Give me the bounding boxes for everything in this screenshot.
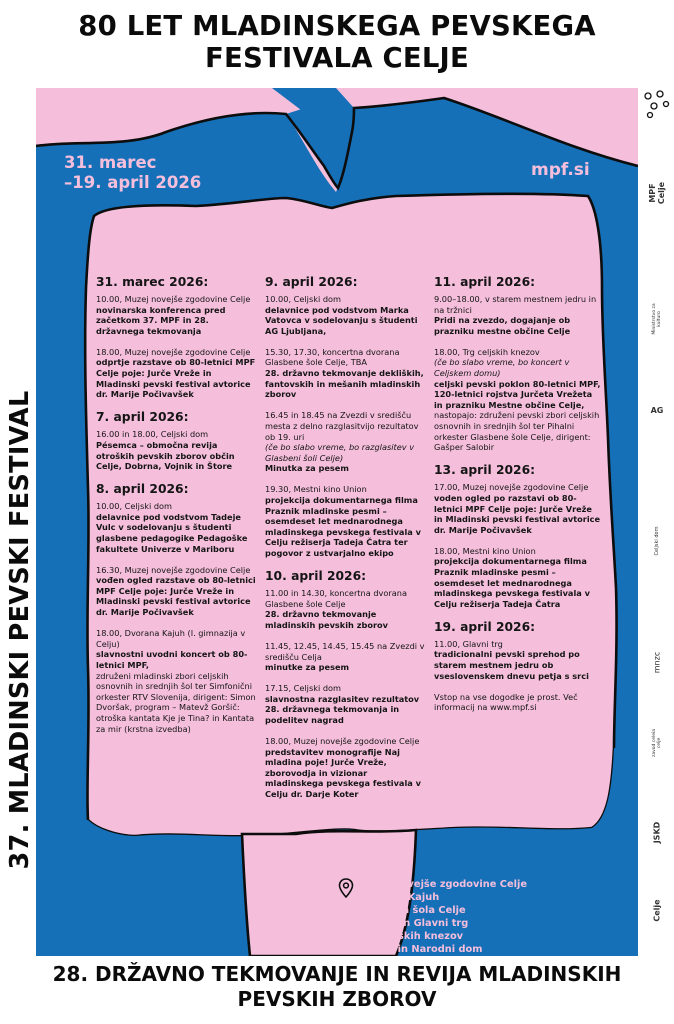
event-item [265, 683, 425, 725]
day-block [96, 482, 258, 734]
day-block [265, 569, 425, 800]
event-meta: 15.30, 17.30, koncertna dvorana Glasbene šole Celje, TBA [265, 346, 400, 368]
festival-emblem-logo [640, 88, 674, 122]
day-heading: 7. april 2026: [96, 410, 189, 425]
event-item [265, 294, 425, 336]
page-title-line2: FESTIVALA CELJE [205, 42, 469, 74]
zavod-celeia-logo: zavod celeia celje [652, 728, 662, 758]
day-heading: 13. april 2026: [434, 463, 536, 478]
event-item [434, 294, 602, 336]
event-item [265, 347, 425, 400]
event-meta: 17.00, Muzej novejše zgodovine Celje [434, 482, 589, 493]
day-block [434, 275, 602, 453]
event-item [434, 546, 602, 610]
event-item [96, 429, 258, 471]
program-column-2 [265, 275, 425, 810]
event-title: minutke za pesem [265, 662, 350, 673]
venue-item: Krekov in Glavni trg [358, 918, 469, 929]
venue-item: Celjski in Narodni dom [358, 944, 483, 955]
event-meta: 16.00 in 18.00, Celjski dom [96, 429, 209, 440]
page-title [0, 10, 674, 74]
event-title: vođen ogled razstave ob 80-letnici MPF Celje poje: Jurče Vreže in Mladinski pevski festival avtorice dr. Marije Počivavšek [96, 575, 256, 618]
day-block [265, 275, 425, 559]
event-item [265, 410, 425, 474]
event-meta: 18.00, Trg celjskih knezov [434, 346, 540, 357]
ag-logo: AG [650, 406, 664, 415]
day-heading: 8. april 2026: [96, 482, 189, 497]
mnzc-logo: mnzc [652, 651, 662, 674]
day-heading: 9. april 2026: [265, 275, 358, 289]
info-note: Vstop na vse dogodke je prost. Več informacij na www.mpf.si [434, 691, 578, 713]
day-block [434, 620, 602, 713]
celje-city-logo: Celje [652, 899, 662, 922]
event-meta: 10.00, Celjski dom [265, 294, 342, 304]
program-column-1 [96, 275, 258, 745]
day-heading: 19. april 2026: [434, 619, 536, 634]
map-pin-icon [338, 878, 354, 898]
event-meta: 17.15, Celjski dom [265, 683, 342, 694]
sponsor-logo-strip [640, 88, 674, 956]
event-item [265, 588, 425, 630]
event-meta: 18.00, Muzej novejše zgodovine Celje [265, 736, 420, 747]
event-meta: 10.00, Muzej novejše zgodovine Celje [96, 294, 251, 304]
mpf-celje-logo: MPF Celje [648, 181, 666, 205]
event-item [434, 639, 602, 681]
event-weather-note: (če bo slabo vreme, bo koncert v Celjskem domu) [434, 357, 570, 379]
event-meta: 16.30, Muzej novejše zgodovine Celje [96, 564, 251, 575]
event-title: projekcija dokumentarnega filma Praznik mladinske pesmi – osemdeset let mednarodnega mladinskega pevskega festivala v Celju režiserja Tadeja Čatra [434, 556, 590, 609]
event-meta: 11.00 in 14.30, koncertna dvorana Glasbene šole Celje [265, 588, 407, 609]
footer-title [0, 962, 674, 1012]
event-title: 28. državno tekmovanje mladinskih pevskih zborov [265, 609, 388, 630]
event-meta: 10.00, Celjski dom [96, 501, 173, 512]
day-heading: 31. marec 2026: [96, 275, 209, 289]
event-title: slavnostni uvodni koncert ob 80-letnici MPF, [96, 649, 248, 670]
event-meta: 9.00–18.00, v starem mestnem jedru in na tržnici [434, 294, 597, 315]
event-item [265, 641, 425, 673]
event-meta: 18.00, Muzej novejše zgodovine Celje [96, 346, 251, 357]
event-item [96, 501, 258, 554]
day-heading: 10. april 2026: [265, 569, 367, 584]
footer-title-line2: PEVSKIH ZBOROV [237, 987, 437, 1011]
event-title: delavnice pod vodstvom Tadeje Vulc v sodelovanju s študenti glasbene pedagogike Pedagoške fakultete Univerze v Mariboru [96, 511, 248, 554]
event-item [265, 484, 425, 558]
celjski-dom-logo: Celjski dom [654, 526, 660, 556]
date-range-line2: –19. april 2026 [64, 173, 202, 192]
event-title: voden ogled po razstavi ob 80-letnici MPF Celje poje: Jurče Vreže in Mladinski pevski festival avtorice dr. Marije Počivavšek [434, 492, 601, 535]
event-meta: 18.00, Dvorana Kajuh (I. gimnazija v Celju) [96, 628, 246, 649]
footer-title-line1: 28. DRŽAVNO TEKMOVANJE IN REVIJA MLADINSKIH [52, 962, 622, 986]
venue-item: Muzej novejše zgodovine Celje [358, 879, 527, 890]
event-title: celjski pevski poklon 80-letnici MPF, 120-letnici rojstva Jurčeta Vrežeta in prazniku Mestne občine Celje, [434, 378, 601, 410]
event-title: projekcija dokumentarnega filma Praznik mladinske pesmi – osemdeset let mednarodnega mladinskega pevskega festivala v Celju režiserja Tadeja Čatra ter pogovor z ustvarjalno ekipo [265, 495, 421, 558]
event-title: slavnostna razglasitev rezultatov 28. državnega tekmovanja in podelitev nagrad [265, 693, 420, 725]
event-title: tradicionalni pevski sprehod po starem mestnem jedru ob vseslovenskem dnevu petja s srci [434, 649, 589, 681]
event-title: novinarska konferenca pred začetkom 37. MPF in 28. državnega tekmovanja [96, 304, 226, 336]
event-meta: 11.00, Glavni trg [434, 638, 503, 649]
ministry-logo: Ministrstvo za kulturo [652, 303, 662, 335]
event-item [96, 565, 258, 618]
event-item [434, 692, 602, 713]
date-range [64, 153, 201, 193]
side-festival-title: 37. MLADINSKI PEVSKI FESTIVAL [5, 390, 35, 870]
event-meta: 16.45 in 18.45 na Zvezdi v središču mesta z delno razglasitvijo rezultatov ob 19. uri [265, 410, 419, 442]
website-link[interactable]: mpf.si [531, 160, 590, 180]
event-item [434, 482, 602, 535]
event-title: Minutka za pesem [265, 463, 349, 474]
event-meta: 19.30, Mestni kino Union [265, 484, 367, 495]
event-description: združeni mladinski zbori celjskih osnovnih in srednjih šol ter Simfonični orkester RTV Slovenija, dirigent: Simon Dvoršak, program – Matevž Goršič: otroška kantata Kje je Tina? in Kantata za mir (krstna izvedba) [96, 670, 256, 734]
page-title-line1: 80 LET MLADINSKEGA PEVSKEGA [78, 10, 596, 42]
day-block [96, 410, 258, 471]
date-range-line1: 31. marec [64, 153, 157, 172]
event-title: Pridi na zvezdo, dogajanje ob prazniku mestne občine Celje [434, 315, 571, 336]
event-item [265, 736, 425, 800]
event-meta: 18.00, Mestni kino Union [434, 545, 536, 556]
event-title: Pésemca – območna revija otroških pevskih zborov občin Celje, Dobrna, Vojnik in Štore [96, 439, 235, 472]
venue-item: Dvorana Kajuh [358, 892, 440, 903]
venue-item: Trg celjskih knezov [358, 931, 464, 942]
event-title: predstavitev monografije Naj mladina poje! Jurče Vreže, zborovodja in vizionar mladinskega pevskega festivala v Celju dr. Darje Koter [265, 746, 421, 800]
day-heading: 11. april 2026: [434, 275, 536, 289]
event-title: odprtje razstave ob 80-letnici MPF Celje poje: Jurče Vreže in Mladinski pevski festival avtorice dr. Marije Počivavšek [96, 357, 256, 400]
jskd-logo: JSKD [652, 821, 662, 844]
event-weather-note: (če bo slabo vreme, bo razglasitev v Glasbeni šoli Celje) [265, 442, 415, 463]
event-meta: 11.45, 12.45, 14.45, 15.45 na Zvezdi v središču Celja [265, 640, 425, 662]
day-block [96, 275, 258, 400]
event-item [96, 347, 258, 400]
program-column-3 [434, 275, 602, 723]
event-item [96, 628, 258, 734]
event-title: delavnice pod vodstvom Marka Vatovca v sodelovanju s študenti AG Ljubljana, [265, 304, 418, 336]
event-title: 28. državno tekmovanje dekliških, fantovskih in mešanih mladinskih zborov [265, 368, 424, 400]
event-item [96, 294, 258, 336]
venue-item: Glasbena šola Celje [358, 905, 466, 916]
day-block [434, 463, 602, 609]
event-item [434, 347, 602, 453]
venue-list [358, 878, 527, 956]
event-description: nastopajo: združeni pevski zbori celjskih osnovnih in srednjih šol ter Pihalni orkester Glasbene šole Celje, dirigent: Gašper Salobir [434, 410, 600, 453]
